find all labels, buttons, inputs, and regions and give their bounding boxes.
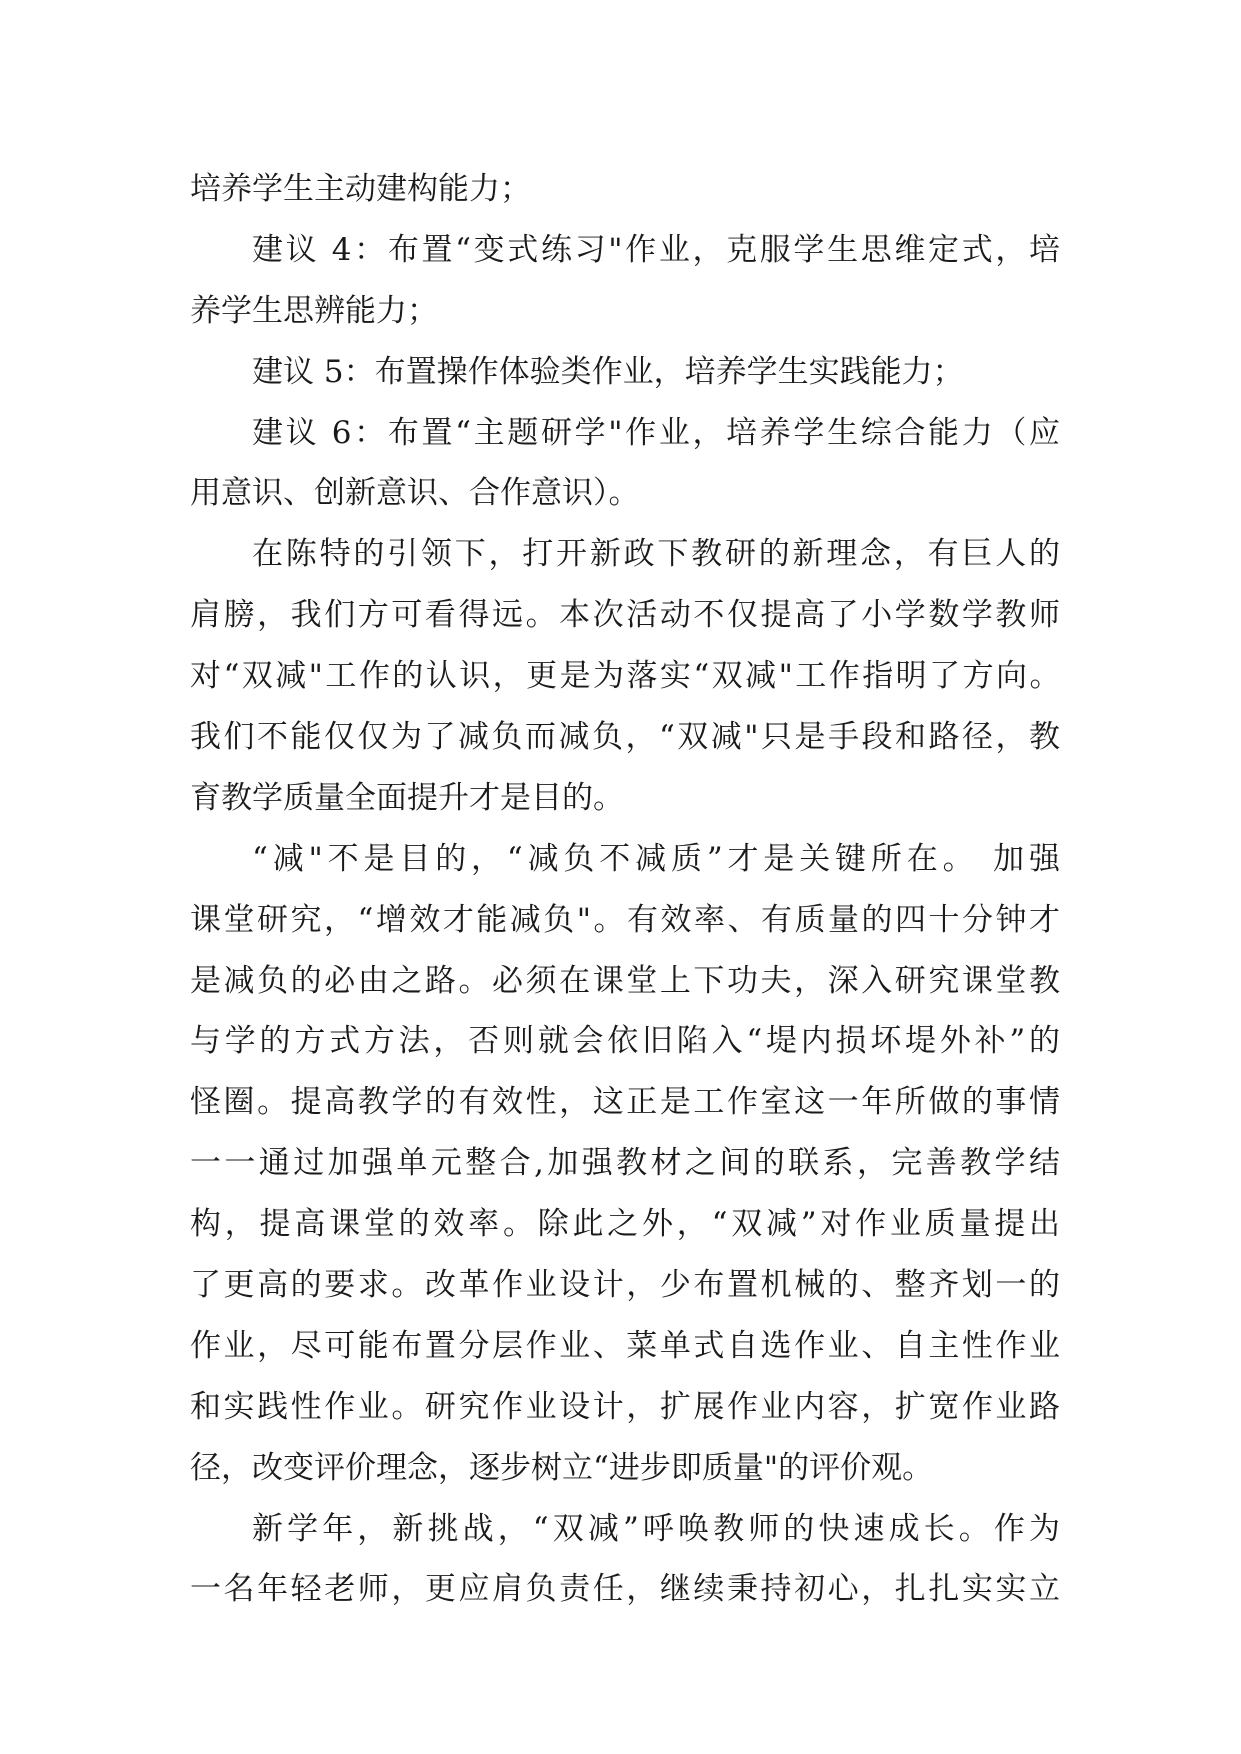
paragraph-line: 与学的方式方法，否则就会依旧陷入“堤内损坏堤外补”的 (190, 1023, 1060, 1060)
paragraph-line: 一一通过加强单元整合,加强教材之间的联系，完善教学结 (190, 1145, 1060, 1182)
paragraph-line: 在陈特的引领下，打开新政下教研的新理念，有巨人的 (252, 536, 1060, 573)
paragraph-line: 建议 4：布置“变式练习"作业，克服学生思维定式，培 (252, 231, 1060, 268)
paragraph-line: 育教学质量全面提升才是目的。 (190, 779, 624, 816)
document-body (190, 159, 1060, 1620)
paragraph-line: 用意识、创新意识、合作意识）。 (190, 475, 640, 512)
paragraph-line: 养学生思辨能力； (190, 292, 438, 329)
paragraph-line: 是减负的必由之路。必须在课堂上下功夫，深入研究课堂教 (190, 962, 1060, 999)
paragraph-line: 建议 6：布置“主题研学"作业，培养学生综合能力（应 (252, 414, 1060, 451)
paragraph-line: 怪圈。提高教学的有效性，这正是工作室这一年所做的事情 (190, 1084, 1060, 1121)
paragraph-line: 建议 5：布置操作体验类作业，培养学生实践能力； (252, 353, 964, 390)
paragraph-line: 一名年轻老师，更应肩负责任，继续秉持初心，扎扎实实立 (190, 1571, 1060, 1608)
paragraph-line: 我们不能仅仅为了减负而减负，“双减"只是手段和路径，教 (190, 719, 1060, 756)
paragraph-line: 培养学生主动建构能力； (190, 171, 531, 207)
paragraph-line: 课堂研究，“增效才能减负"。有效率、有质量的四十分钟才 (190, 901, 1060, 938)
paragraph-line: “减"不是目的，“减负不减质”才是关键所在。 加强 (252, 840, 1060, 877)
paragraph-line: 作业，尽可能布置分层作业、菜单式自选作业、自主性作业 (190, 1327, 1060, 1364)
paragraph-line: 了更高的要求。改革作业设计，少布置机械的、整齐划一的 (190, 1267, 1060, 1304)
paragraph-line: 径，改变评价理念，逐步树立“进步即质量"的评价观。 (190, 1449, 934, 1486)
paragraph-line: 新学年，新挑战，“双减”呼唤教师的快速成长。作为 (252, 1510, 1060, 1547)
paragraph-line: 构，提高课堂的效率。除此之外，“双减”对作业质量提出 (190, 1206, 1060, 1243)
paragraph-line: 和实践性作业。研究作业设计，扩展作业内容，扩宽作业路 (190, 1388, 1060, 1425)
paragraph-line: 肩膀，我们方可看得远。本次活动不仅提高了小学数学教师 (190, 597, 1060, 634)
paragraph-line: 对“双减"工作的认识，更是为落实“双减"工作指明了方向。 (190, 658, 1060, 695)
